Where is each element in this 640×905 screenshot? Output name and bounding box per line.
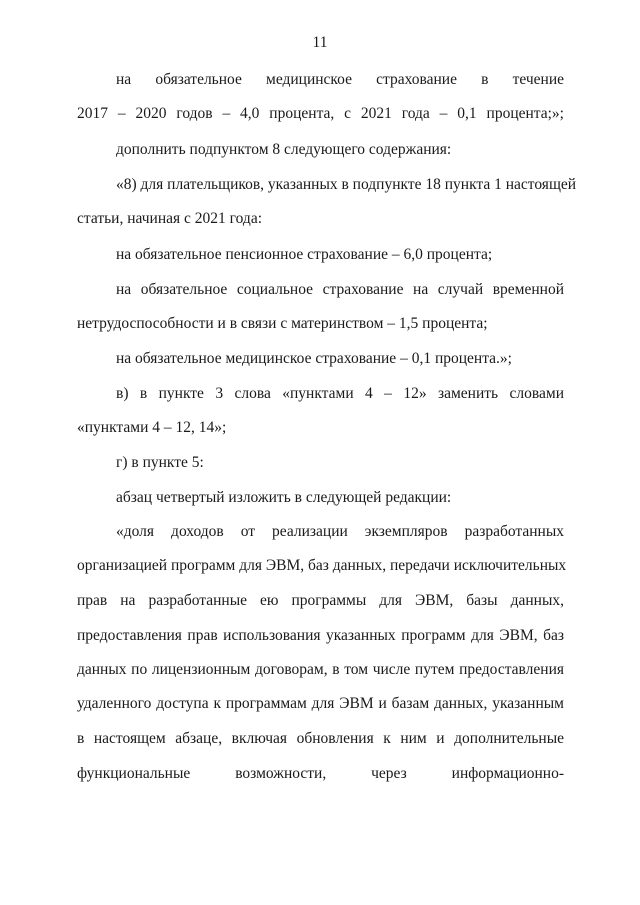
text-line: нетрудоспособности и в связи с материнством – 1,5 процента; bbox=[77, 315, 488, 332]
text-line: прав на разработанные ею программы для ЭВМ, базы данных, bbox=[77, 592, 564, 609]
text-line: «8) для плательщиков, указанных в подпункте 18 пункта 1 настоящей bbox=[116, 176, 577, 193]
text-line: на обязательное медицинское страхование в течение bbox=[116, 71, 564, 88]
text-line: предоставления прав использования указанных программ для ЭВМ, баз bbox=[77, 627, 564, 644]
text-line: на обязательное пенсионное страхование – 6,0 процента; bbox=[116, 246, 493, 263]
text-line: удаленного доступа к программам для ЭВМ и базам данных, указанным bbox=[77, 695, 564, 712]
text-line: на обязательное социальное страхование на случай временной bbox=[116, 281, 564, 298]
text-line: абзац четвертый изложить в следующей редакции: bbox=[116, 489, 452, 506]
text-line: 2017 – 2020 годов – 4,0 процента, с 2021 года – 0,1 процента;»; bbox=[77, 105, 564, 122]
text-line: г) в пункте 5: bbox=[116, 454, 204, 471]
text-line: данных по лицензионным договорам, в том числе путем предоставления bbox=[77, 661, 564, 678]
text-line: статьи, начиная с 2021 года: bbox=[77, 210, 263, 227]
text-line: в настоящем абзаце, включая обновления к ним и дополнительные bbox=[77, 730, 564, 747]
text-line: «пунктами 4 – 12, 14»; bbox=[77, 419, 227, 436]
text-line: дополнить подпунктом 8 следующего содержания: bbox=[116, 141, 452, 158]
text-line: «доля доходов от реализации экземпляров разработанных bbox=[116, 523, 564, 540]
text-line: организацией программ для ЭВМ, баз данных, передачи исключительных bbox=[77, 557, 567, 574]
text-line: функциональные возможности, через информационно- bbox=[77, 765, 564, 782]
text-line: на обязательное медицинское страхование – 0,1 процента.»; bbox=[116, 350, 512, 367]
text-line: в) в пункте 3 слова «пунктами 4 – 12» заменить словами bbox=[116, 385, 564, 402]
page-number: 11 bbox=[312, 34, 328, 51]
